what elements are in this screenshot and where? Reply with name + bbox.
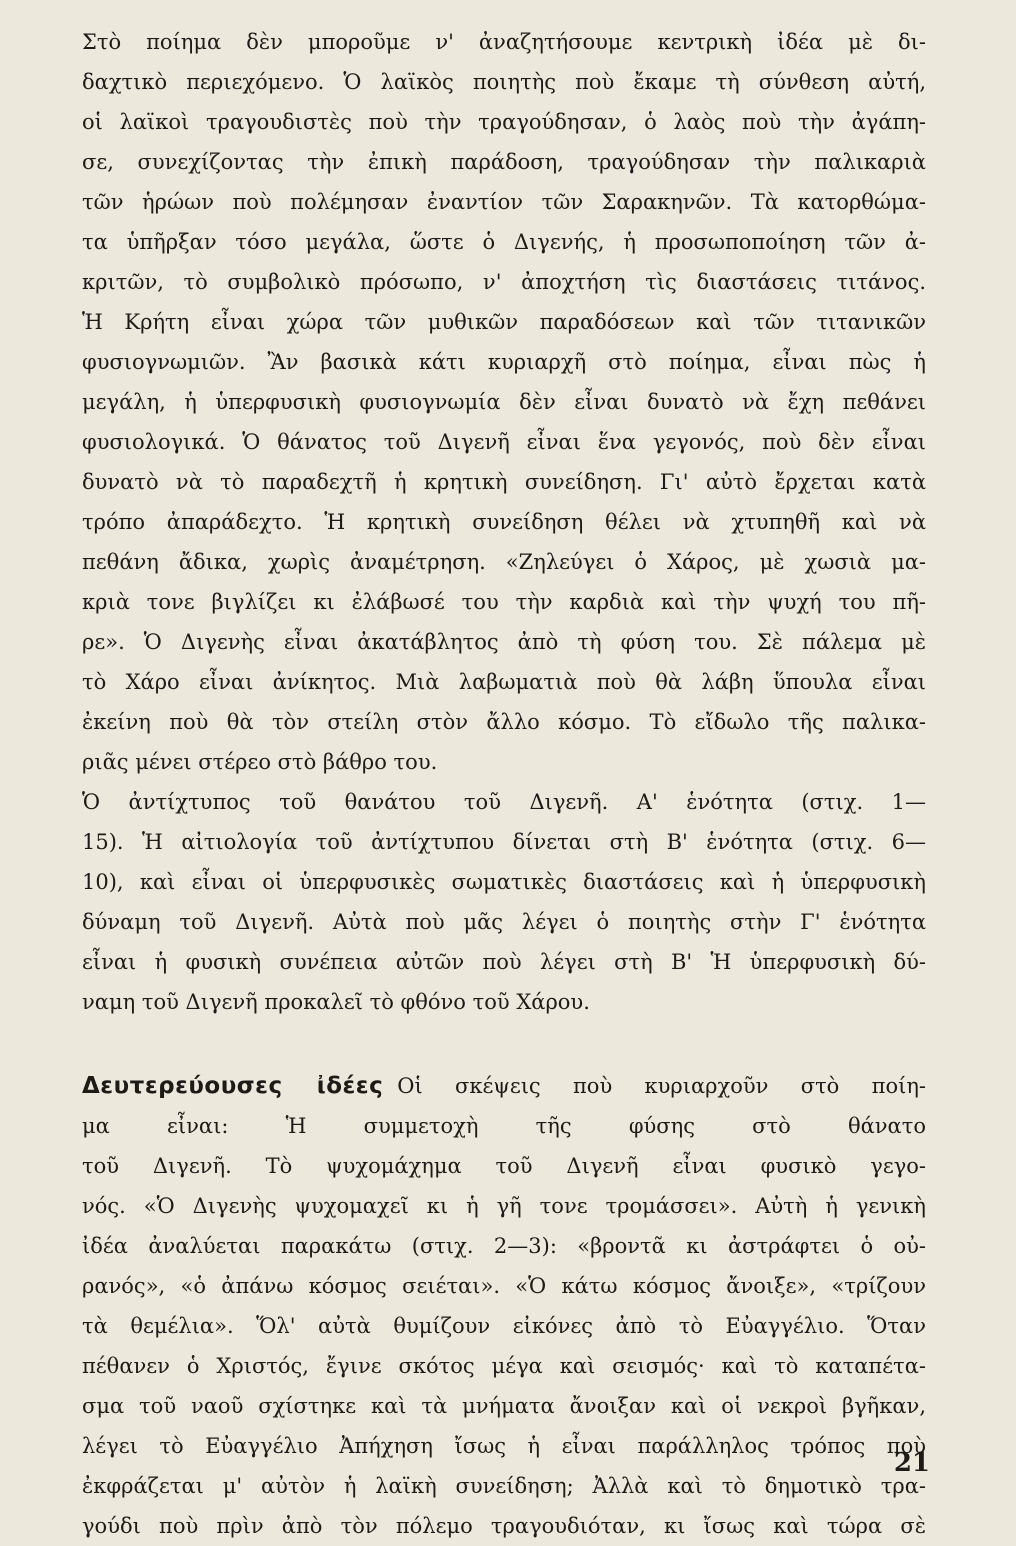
- text-line: Στὸ ποίημα δὲν μποροῦμε ν' ἀναζητήσουμε κεντρικὴ ἰδέα μὲ δι-: [82, 30, 926, 54]
- text-line: σε, συνεχίζοντας τὴν ἐπικὴ παράδοση, τραγούδησαν τὴν παλικαριὰ: [82, 150, 926, 174]
- text-line: Ἡ Κρήτη εἶναι χώρα τῶν μυθικῶν παραδόσεων καὶ τῶν τιτανικῶν: [82, 310, 926, 334]
- text-line: οἱ λαϊκοὶ τραγουδιστὲς ποὺ τὴν τραγούδησαν, ὁ λαὸς ποὺ τὴν ἀγάπη-: [82, 110, 926, 134]
- text-line: τα ὑπῆρξαν τόσο μεγάλα, ὥστε ὁ Διγενής, ἡ προσωποποίηση τῶν ἀ-: [82, 230, 926, 254]
- text-line: εἶναι ἡ φυσικὴ συνέπεια αὐτῶν ποὺ λέγει στὴ Β' Ἡ ὑπερφυσικὴ δύ-: [82, 950, 926, 974]
- text-line: νός. «Ὁ Διγενὴς ψυχομαχεῖ κι ἡ γῆ τονε τρομάσσει». Αὐτὴ ἡ γενικὴ: [82, 1194, 926, 1218]
- text-line: δαχτικὸ περιεχόμενο. Ὁ λαϊκὸς ποιητὴς ποὺ ἔκαμε τὴ σύνθεση αὐτή,: [82, 70, 926, 94]
- text-line: τὸ Χάρο εἶναι ἀνίκητος. Μιὰ λαβωματιὰ ποὺ θὰ λάβη ὕπουλα εἶναι: [82, 670, 926, 694]
- text-line: 15). Ἡ αἰτιολογία τοῦ ἀντίχτυπου δίνεται στὴ Β' ἑνότητα (στιχ. 6—: [82, 830, 926, 854]
- text-line: ρε». Ὁ Διγενὴς εἶναι ἀκατάβλητος ἀπὸ τὴ φύση του. Σὲ πάλεμα μὲ: [82, 630, 926, 654]
- section-secondary-ideas: [82, 1066, 926, 1546]
- section-first-line: [82, 1066, 926, 1106]
- section-heading: Δευτερεύουσες ἰδέες: [82, 1073, 384, 1099]
- paragraph-main-idea: [82, 22, 926, 782]
- text-line: ἰδέα ἀναλύεται παρακάτω (στιχ. 2—3): «βροντᾶ κι ἀστράφτει ὁ οὐ-: [82, 1234, 926, 1258]
- text-line: ἐκείνη ποὺ θὰ τὸν στείλη στὸν ἄλλο κόσμο. Τὸ εἴδωλο τῆς παλικα-: [82, 710, 926, 734]
- section-first-line-text: Οἱ σκέψεις ποὺ κυριαρχοῦν στὸ ποίη-: [397, 1074, 926, 1098]
- text-line: 10), καὶ εἶναι οἱ ὑπερφυσικὲς σωματικὲς διαστάσεις καὶ ἡ ὑπερφυσικὴ: [82, 870, 926, 894]
- text-line: κριτῶν, τὸ συμβολικὸ πρόσωπο, ν' ἀποχτήση τὶς διαστάσεις τιτάνος.: [82, 270, 926, 294]
- text-line: Ὁ ἀντίχτυπος τοῦ θανάτου τοῦ Διγενῆ. Α' ἑνότητα (στιχ. 1—: [82, 790, 926, 814]
- text-line: δυνατὸ νὰ τὸ παραδεχτῆ ἡ κρητικὴ συνείδηση. Γι' αὐτὸ ἔρχεται κατὰ: [82, 470, 926, 494]
- text-line: σμα τοῦ ναοῦ σχίστηκε καὶ τὰ μνήματα ἄνοιξαν καὶ οἱ νεκροὶ βγῆκαν,: [82, 1394, 926, 1418]
- text-line: πέθανεν ὁ Χριστός, ἔγινε σκότος μέγα καὶ σεισμός· καὶ τὸ καταπέτα-: [82, 1354, 926, 1378]
- text-line: δύναμη τοῦ Διγενῆ. Αὐτὰ ποὺ μᾶς λέγει ὁ ποιητὴς στὴν Γ' ἑνότητα: [82, 910, 926, 934]
- text-line: τοῦ Διγενῆ. Τὸ ψυχομάχημα τοῦ Διγενῆ εἶναι φυσικὸ γεγο-: [82, 1154, 926, 1178]
- text-line: τρόπο ἀπαράδεχτο. Ἡ κρητικὴ συνείδηση θέλει νὰ χτυπηθῆ καὶ νὰ: [82, 510, 926, 534]
- text-line: πεθάνη ἄδικα, χωρὶς ἀναμέτρηση. «Ζηλεύγει ὁ Χάρος, μὲ χωσιὰ μα-: [82, 550, 926, 574]
- text-line: ναμη τοῦ Διγενῆ προκαλεῖ τὸ φθόνο τοῦ Χάρου.: [82, 990, 590, 1014]
- text-line: λέγει τὸ Εὐαγγέλιο Ἀπήχηση ἴσως ἡ εἶναι παράλληλος τρόπος ποὺ: [82, 1434, 926, 1458]
- text-line: τῶν ἡρώων ποὺ πολέμησαν ἐναντίον τῶν Σαρακηνῶν. Τὰ κατορθώμα-: [82, 190, 926, 214]
- text-line: κριὰ τονε βιγλίζει κι ἐλάβωσέ του τὴν καρδιὰ καὶ τὴν ψυχή του πῆ-: [82, 590, 926, 614]
- text-line: ρανός», «ὁ ἀπάνω κόσμος σειέται». «Ὁ κάτω κόσμος ἄνοιξε», «τρίζουν: [82, 1274, 926, 1298]
- page-number: 21: [893, 1448, 930, 1478]
- paragraph-death-echo: [82, 782, 926, 1022]
- text-line: τὰ θεμέλια». Ὅλ' αὐτὰ θυμίζουν εἰκόνες ἀπὸ τὸ Εὐαγγέλιο. Ὅταν: [82, 1314, 926, 1338]
- text-line: γούδι ποὺ πρὶν ἀπὸ τὸν πόλεμο τραγουδιόταν, κι ἴσως καὶ τώρα σὲ: [82, 1514, 926, 1538]
- text-line: φυσιολογικά. Ὁ θάνατος τοῦ Διγενῆ εἶναι ἕνα γεγονός, ποὺ δὲν εἶναι: [82, 430, 926, 454]
- text-line: φυσιογνωμιῶν. Ἂν βασικὰ κάτι κυριαρχῆ στὸ ποίημα, εἶναι πὼς ἡ: [82, 350, 926, 374]
- text-line: μα εἶναι: Ἡ συμμετοχὴ τῆς φύσης στὸ θάνατο: [82, 1114, 926, 1138]
- text-line: ριᾶς μένει στέρεο στὸ βάθρο του.: [82, 750, 438, 774]
- text-line: μεγάλη, ἡ ὑπερφυσικὴ φυσιογνωμία δὲν εἶναι δυνατὸ νὰ ἔχη πεθάνει: [82, 390, 926, 414]
- text-line: ἐκφράζεται μ' αὐτὸν ἡ λαϊκὴ συνείδηση; Ἀλλὰ καὶ τὸ δημοτικὸ τρα-: [82, 1474, 926, 1498]
- section-body: [82, 1106, 926, 1546]
- section-gap: [82, 1022, 926, 1066]
